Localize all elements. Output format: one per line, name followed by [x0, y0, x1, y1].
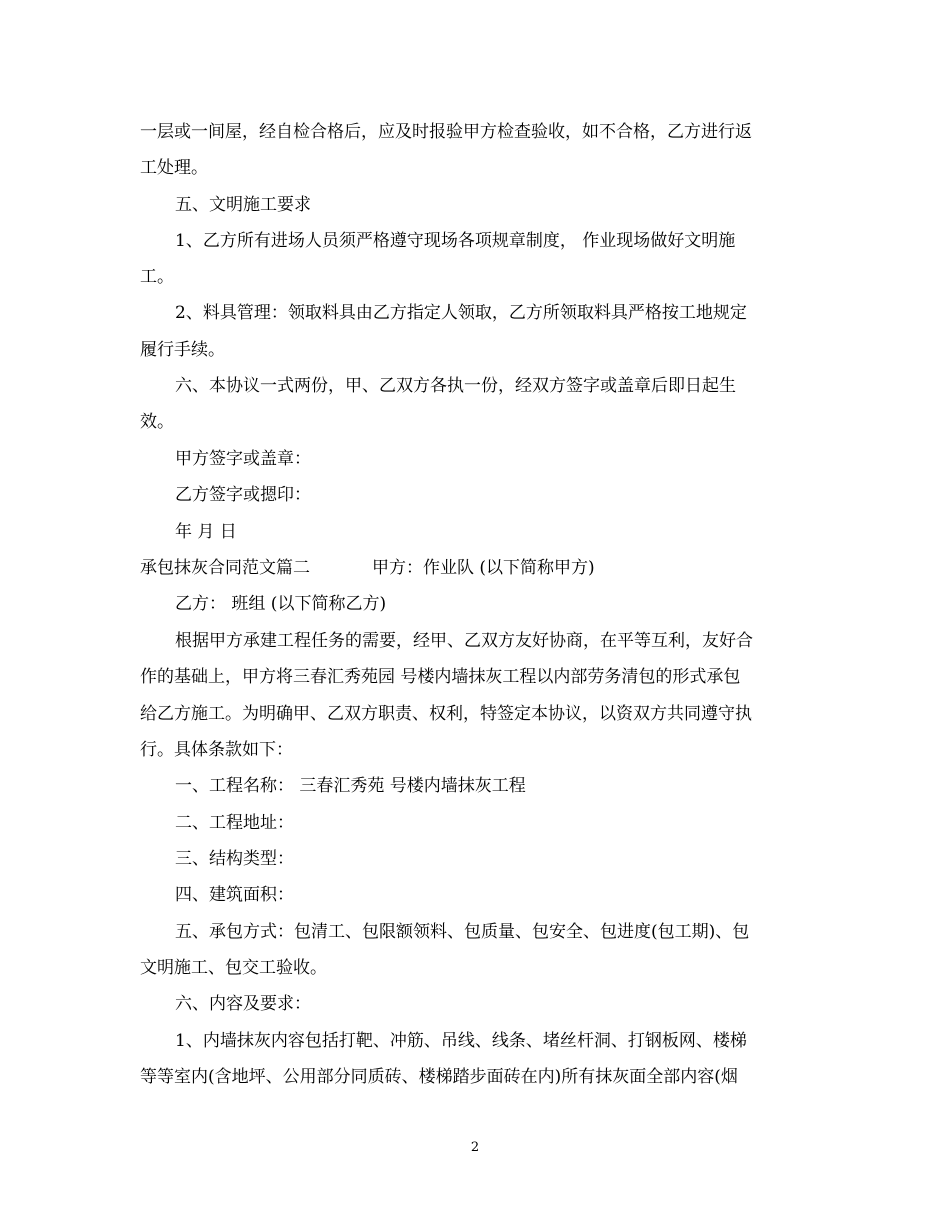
text-line: 2、料具管理：领取料具由乙方指定人领取，乙方所领取料具严格按工地规定: [175, 303, 747, 323]
text-line: 工。: [140, 267, 174, 287]
text-line: 一、工程名称： 三春汇秀苑 号楼内墙抹灰工程: [175, 776, 526, 796]
text-line: 履行手续。: [140, 340, 225, 360]
date-line: 年 月 日: [175, 522, 237, 542]
text-line: 一层或一间屋，经自检合格后，应及时报验甲方检查验收，如不合格，乙方进行返: [140, 122, 752, 142]
text-line: 行。具体条款如下：: [140, 740, 293, 760]
signature-line-party-a: 甲方签字或盖章：: [175, 449, 311, 469]
signature-line-party-b: 乙方签字或摁印：: [175, 485, 311, 505]
text-line: 给乙方施工。为明确甲、乙双方职责、权利，特签定本协议，以资双方共同遵守执: [140, 704, 752, 724]
contract-heading-line: [140, 557, 595, 579]
text-line: 效。: [140, 412, 174, 432]
party-b-line: 乙方： 班组 (以下简称乙方): [175, 594, 387, 614]
text-line: 六、内容及要求：: [175, 994, 311, 1014]
text-line: 工处理。: [140, 158, 208, 178]
text-line: 作的基础上，甲方将三春汇秀苑园 号楼内墙抹灰工程以内部劳务清包的形式承包: [140, 667, 741, 687]
page-number: 2: [470, 1140, 480, 1155]
text-line: 1、乙方所有进场人员须严格遵守现场各项规章制度， 作业现场做好文明施: [175, 231, 736, 251]
text-line: 1、内墙抹灰内容包括打靶、冲筋、吊线、线条、堵丝杆洞、打钢板网、楼梯: [175, 1031, 747, 1051]
text-line: 根据甲方承建工程任务的需要，经甲、乙双方友好协商，在平等互利，友好合: [175, 631, 753, 651]
text-line: 六、本协议一式两份，甲、乙双方各执一份，经双方签字或盖章后即日起生: [175, 376, 736, 396]
text-line: 二、工程地址：: [175, 813, 294, 833]
party-a-line: 甲方：作业队 (以下简称甲方): [372, 558, 595, 578]
text-line: 文明施工、包交工验收。: [140, 958, 327, 978]
text-line: 五、承包方式：包清工、包限额领料、包质量、包安全、包进度(包工期)、包: [175, 922, 750, 942]
text-line: 四、建筑面积：: [175, 885, 294, 905]
text-line: 三、结构类型：: [175, 849, 294, 869]
text-line: 等等室内(含地坪、公用部分同质砖、楼梯踏步面砖在内)所有抹灰面全部内容(烟: [140, 1067, 738, 1087]
contract-title: 承包抹灰合同范文篇二: [140, 558, 310, 578]
section-heading: 五、文明施工要求: [175, 195, 311, 215]
